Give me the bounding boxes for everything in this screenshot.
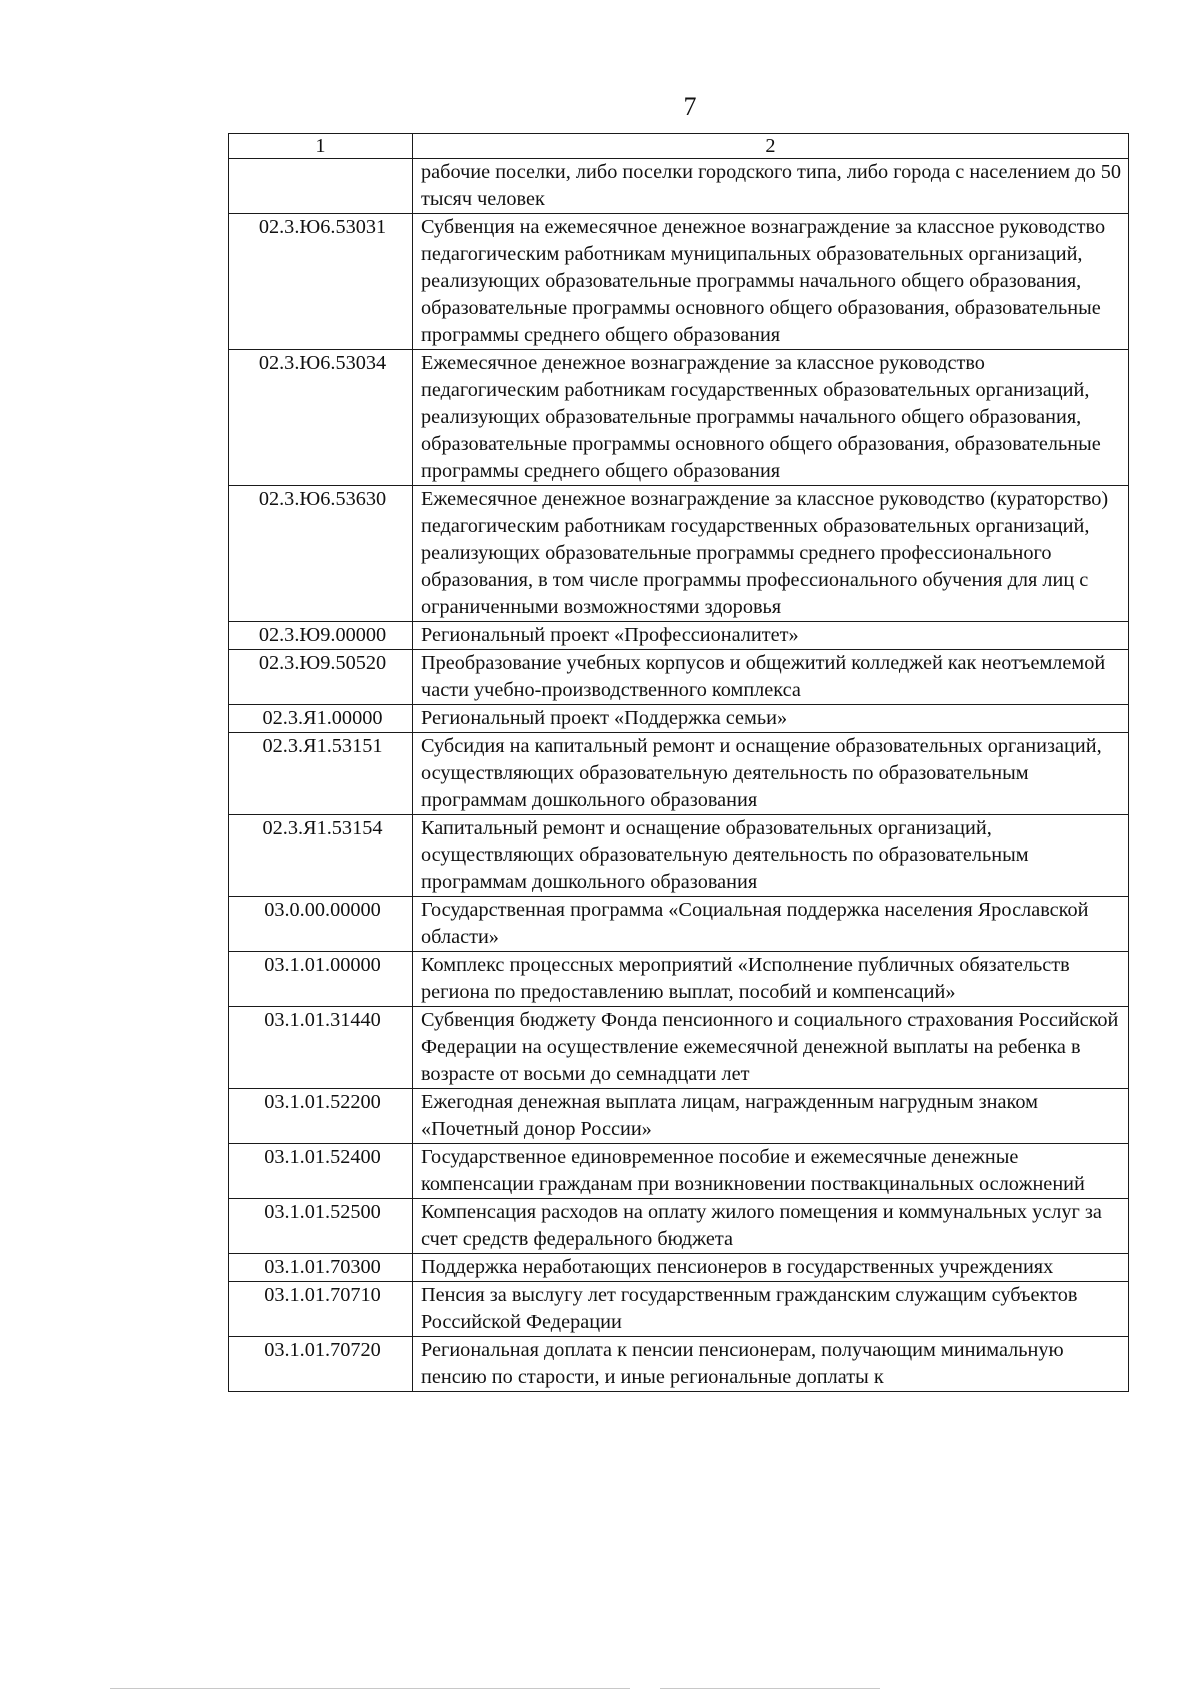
table-header-row xyxy=(229,134,1129,159)
row-description-cell: Ежегодная денежная выплата лицам, награжденным нагрудным знаком «Почетный донор России» xyxy=(413,1089,1129,1144)
table-row xyxy=(229,1282,1129,1337)
row-description-cell: Поддержка неработающих пенсионеров в государственных учреждениях xyxy=(413,1254,1129,1282)
table-row xyxy=(229,815,1129,897)
row-code-cell: 02.3.Ю9.50520 xyxy=(229,650,413,705)
table-row xyxy=(229,897,1129,952)
row-description-cell: рабочие поселки, либо поселки городского типа, либо города с населением до 50 тысяч человек xyxy=(413,159,1129,214)
table-row xyxy=(229,1199,1129,1254)
row-code-cell: 02.3.Ю6.53031 xyxy=(229,214,413,350)
row-code-cell: 03.1.01.70720 xyxy=(229,1337,413,1392)
row-description-cell: Государственное единовременное пособие и ежемесячные денежные компенсации гражданам при возникновении поствакцинальных осложнений xyxy=(413,1144,1129,1199)
scan-artifact-line xyxy=(660,1688,880,1689)
table-body xyxy=(229,159,1129,1392)
row-code-cell: 02.3.Ю9.00000 xyxy=(229,622,413,650)
row-description-cell: Капитальный ремонт и оснащение образовательных организаций, осуществляющих образовательную деятельность по образовательным программам дошкольного образования xyxy=(413,815,1129,897)
column-header-description: 2 xyxy=(413,134,1129,159)
row-code-cell: 03.1.01.31440 xyxy=(229,1007,413,1089)
row-description-cell: Субсидия на капитальный ремонт и оснащение образовательных организаций, осуществляющих образовательную деятельность по образовательным программам дошкольного образования xyxy=(413,733,1129,815)
budget-classification-table xyxy=(228,133,1129,1392)
column-header-code: 1 xyxy=(229,134,413,159)
row-description-cell: Государственная программа «Социальная поддержка населения Ярославской области» xyxy=(413,897,1129,952)
scan-artifact-line xyxy=(110,1688,630,1689)
table-row xyxy=(229,1254,1129,1282)
page-number: 7 xyxy=(683,92,697,121)
table-row xyxy=(229,650,1129,705)
table-row xyxy=(229,159,1129,214)
table-row xyxy=(229,350,1129,486)
row-description-cell: Преобразование учебных корпусов и общежитий колледжей как неотъемлемой части учебно-производственного комплекса xyxy=(413,650,1129,705)
row-code-cell: 02.3.Я1.00000 xyxy=(229,705,413,733)
row-code-cell: 03.1.01.52400 xyxy=(229,1144,413,1199)
table-row xyxy=(229,1337,1129,1392)
table-row xyxy=(229,214,1129,350)
row-description-cell: Региональный проект «Профессионалитет» xyxy=(413,622,1129,650)
row-description-cell: Субвенция бюджету Фонда пенсионного и социального страхования Российской Федерации на осуществление ежемесячной денежной выплаты на ребенка в возрасте от восьми до семнадцати лет xyxy=(413,1007,1129,1089)
row-code-cell: 02.3.Ю6.53034 xyxy=(229,350,413,486)
table-row xyxy=(229,952,1129,1007)
row-description-cell: Комплекс процессных мероприятий «Исполнение публичных обязательств региона по предоставлению выплат, пособий и компенсаций» xyxy=(413,952,1129,1007)
row-description-cell: Субвенция на ежемесячное денежное вознаграждение за классное руководство педагогическим работникам муниципальных образовательных организаций, реализующих образовательные программы начального общего образования, образовательные программы основного общего образования, образовательные программы среднего общего образования xyxy=(413,214,1129,350)
row-code-cell xyxy=(229,159,413,214)
row-code-cell: 03.1.01.52200 xyxy=(229,1089,413,1144)
row-description-cell: Пенсия за выслугу лет государственным гражданским служащим субъектов Российской Федерации xyxy=(413,1282,1129,1337)
row-code-cell: 03.1.01.70710 xyxy=(229,1282,413,1337)
row-description-cell: Ежемесячное денежное вознаграждение за классное руководство (кураторство) педагогическим работникам государственных образовательных организаций, реализующих образовательные программы среднего профессионального образования, в том числе программы профессионального обучения для лиц с ограниченными возможностями здоровья xyxy=(413,486,1129,622)
table-row xyxy=(229,1089,1129,1144)
table-row xyxy=(229,622,1129,650)
row-description-cell: Ежемесячное денежное вознаграждение за классное руководство педагогическим работникам государственных образовательных организаций, реализующих образовательные программы начального общего образования, образовательные программы основного общего образования, образовательные программы среднего общего образования xyxy=(413,350,1129,486)
table-row xyxy=(229,705,1129,733)
table-row xyxy=(229,1007,1129,1089)
table-row xyxy=(229,1144,1129,1199)
row-code-cell: 03.0.00.00000 xyxy=(229,897,413,952)
row-code-cell: 02.3.Ю6.53630 xyxy=(229,486,413,622)
row-code-cell: 03.1.01.52500 xyxy=(229,1199,413,1254)
table-row xyxy=(229,733,1129,815)
row-description-cell: Региональная доплата к пенсии пенсионерам, получающим минимальную пенсию по старости, и иные региональные доплаты к xyxy=(413,1337,1129,1392)
row-code-cell: 03.1.01.70300 xyxy=(229,1254,413,1282)
row-description-cell: Компенсация расходов на оплату жилого помещения и коммунальных услуг за счет средств федерального бюджета xyxy=(413,1199,1129,1254)
row-code-cell: 02.3.Я1.53154 xyxy=(229,815,413,897)
row-code-cell: 02.3.Я1.53151 xyxy=(229,733,413,815)
row-code-cell: 03.1.01.00000 xyxy=(229,952,413,1007)
table-row xyxy=(229,486,1129,622)
row-description-cell: Региональный проект «Поддержка семьи» xyxy=(413,705,1129,733)
